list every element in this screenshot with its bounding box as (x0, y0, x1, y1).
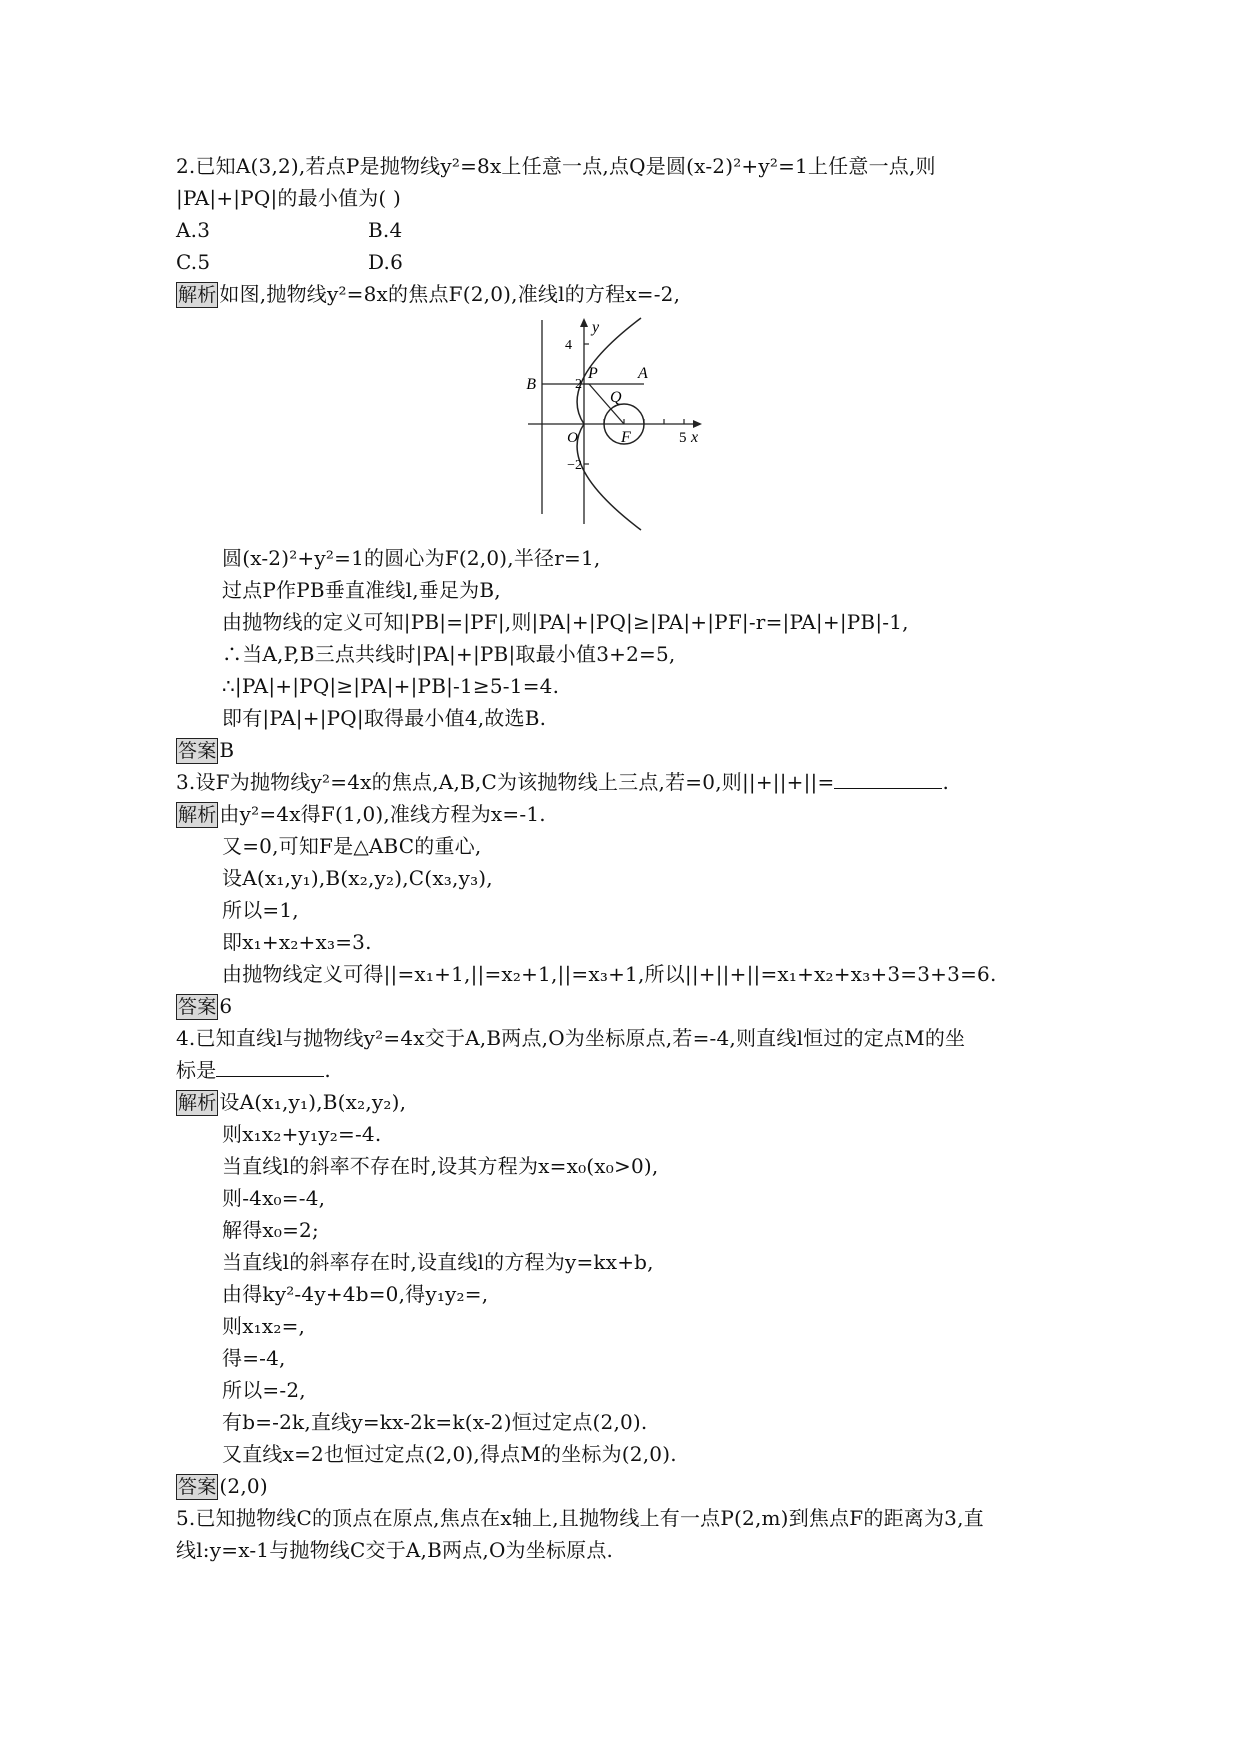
solution-2-intro: 解析 如图,抛物线y²=8x的焦点F(2,0),准线l的方程x=-2, (178, 282, 681, 306)
problem-5-line-2: 线l:y=x-1与抛物线C交于A,B两点,O为坐标原点. (176, 1538, 614, 1562)
solution-2-line-2: 过点P作PB垂直准线l,垂足为B, (222, 578, 501, 602)
solution-4-line-5: 当直线l的斜率存在时,设直线l的方程为y=kx+b, (222, 1250, 654, 1274)
solution-4-line-3: 则-4x₀=-4, (222, 1186, 326, 1210)
problem-3-line-1: 3.设F为抛物线y²=4x的焦点,A,B,C为该抛物线上三点,若=0,则||+||+||= . (176, 770, 950, 794)
daan-tag: 答案 (178, 1476, 217, 1498)
option-b: B.4 (368, 218, 403, 242)
solution-3-line-1: 又=0,可知F是△ABC的重心, (222, 834, 482, 858)
solution-2-line-4: ∴当A,P,B三点共线时|PA|+|PB|取最小值3+2=5, (222, 642, 676, 666)
option-d: D.6 (368, 250, 404, 274)
solution-2-line-6: 即有|PA|+|PQ|取得最小值4,故选B. (222, 706, 547, 730)
label-tick-4: 4 (565, 338, 572, 353)
problem-2-line-2: |PA|+|PQ|的最小值为( ) (176, 186, 401, 210)
jiexi-tag: 解析 (178, 284, 217, 306)
label-p: P (588, 365, 598, 382)
solution-4-line-4: 解得x₀=2; (222, 1218, 319, 1242)
label-origin: O (567, 430, 578, 446)
solution-3-line-3: 所以=1, (222, 898, 299, 922)
jiexi-tag: 解析 (178, 1092, 217, 1114)
jiexi-tag: 解析 (178, 804, 217, 826)
solution-4-line-11: 又直线x=2也恒过定点(2,0),得点M的坐标为(2,0). (222, 1442, 677, 1466)
label-tick-neg2: −2 (567, 458, 582, 473)
x-axis-arrow (693, 420, 702, 428)
solution-4-line-8: 得=-4, (222, 1346, 286, 1370)
daan-tag: 答案 (178, 740, 217, 762)
solution-4-line-2: 当直线l的斜率不存在时,设其方程为x=x₀(x₀>0), (222, 1154, 659, 1178)
solution-4-line-7: 则x₁x₂=, (222, 1314, 306, 1338)
solution-3-line-5: 由抛物线定义可得||=x₁+1,||=x₂+1,||=x₃+1,所以||+||+||=x₁+x₂+x₃+3=3+3=6. (222, 962, 997, 986)
answer-2: 答案 B (178, 738, 235, 762)
label-q: Q (610, 389, 622, 406)
problem-2-line-1: 2.已知A(3,2),若点P是抛物线y²=8x上任意一点,点Q是圆(x-2)²+y²=1上任意一点,则 (176, 154, 936, 178)
answer-4: 答案 (2,0) (178, 1474, 268, 1498)
parabola-figure (520, 312, 720, 538)
solution-2-line-3: 由抛物线的定义可知|PB|=|PF|,则|PA|+|PQ|≥|PA|+|PF|-r=|PA|+|PB|-1, (222, 610, 909, 634)
label-b: B (526, 376, 536, 393)
solution-4-intro: 解析 设A(x₁,y₁),B(x₂,y₂), (178, 1090, 407, 1114)
solution-3-line-4: 即x₁+x₂+x₃=3. (222, 930, 372, 954)
problem-4-line-1: 4.已知直线l与抛物线y²=4x交于A,B两点,O为坐标原点,若=-4,则直线l恒过的定点M的坐 (176, 1026, 966, 1050)
problem-5-line-1: 5.已知抛物线C的顶点在原点,焦点在x轴上,且抛物线上有一点P(2,m)到焦点F的距离为3,直 (176, 1506, 984, 1530)
label-axis-y: y (592, 319, 600, 336)
label-a: A (638, 365, 648, 382)
problem-4-line-2: 标是 . (176, 1058, 331, 1082)
option-c: C.5 (176, 250, 211, 274)
y-axis-arrow (580, 318, 588, 327)
solution-3-intro: 解析 由y²=4x得F(1,0),准线方程为x=-1. (178, 802, 546, 826)
label-axis-x: x (691, 429, 699, 446)
daan-tag: 答案 (178, 996, 217, 1018)
label-tick-x5: 5 (679, 430, 687, 446)
label-tick-2: 2 (575, 377, 582, 392)
solution-2-line-5: ∴|PA|+|PQ|≥|PA|+|PB|-1≥5-1=4. (222, 674, 560, 698)
solution-4-line-6: 由得ky²-4y+4b=0,得y₁y₂=, (222, 1282, 489, 1306)
option-a: A.3 (176, 218, 211, 242)
answer-blank-4 (216, 1056, 324, 1077)
solution-3-line-2: 设A(x₁,y₁),B(x₂,y₂),C(x₃,y₃), (222, 866, 493, 890)
answer-3: 答案 6 (178, 994, 233, 1018)
solution-4-line-1: 则x₁x₂+y₁y₂=-4. (222, 1122, 382, 1146)
answer-blank-3 (834, 768, 942, 789)
solution-4-line-10: 有b=-2k,直线y=kx-2k=k(x-2)恒过定点(2,0). (222, 1410, 648, 1434)
solution-4-line-9: 所以=-2, (222, 1378, 306, 1402)
solution-2-line-1: 圆(x-2)²+y²=1的圆心为F(2,0),半径r=1, (222, 546, 601, 570)
label-f: F (621, 429, 631, 446)
